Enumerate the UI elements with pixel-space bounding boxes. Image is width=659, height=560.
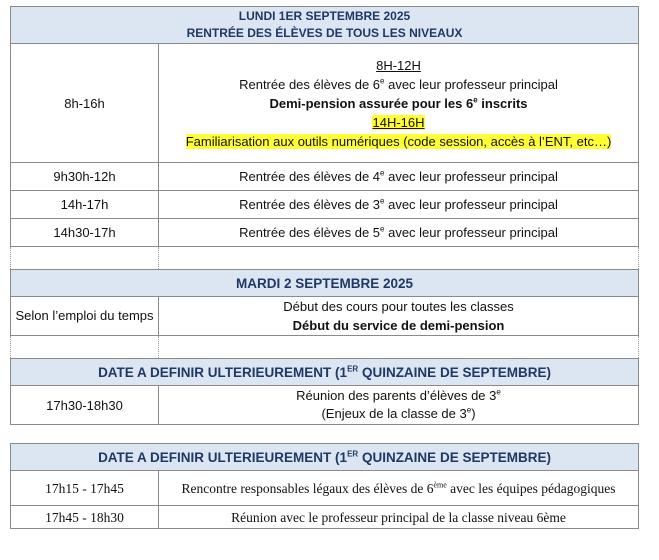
row-text: Rentrée des élèves de 4	[239, 169, 381, 184]
spacer-cell	[11, 336, 159, 359]
header-row	[11, 7, 639, 44]
row-text-end: avec leur professeur principal	[384, 169, 558, 184]
meeting-line	[163, 387, 634, 405]
sub-time-morning: 8H-12H	[376, 57, 421, 73]
detail-cell	[159, 163, 639, 191]
spacer-cell	[159, 247, 639, 270]
spacer-cell	[11, 247, 159, 270]
table-row	[11, 506, 639, 529]
morning-text: Rentrée des élèves de 6	[239, 76, 381, 92]
row-sup: e	[380, 196, 385, 206]
monday-header-title: LUNDI 1ER SEPTEMBRE 2025	[238, 9, 411, 23]
monday-header-subtitle: RENTRÉE DES ÉLÈVES DE TOUS LES NIVEAUX	[186, 26, 463, 40]
time-cell: 14h-17h	[11, 191, 159, 219]
encounter-text: Rencontre responsables légaux des élèves de 6	[181, 480, 434, 496]
sub-time-afternoon: 14H-16H	[372, 114, 425, 130]
time-cell: 14h30-17h	[11, 219, 159, 247]
demi-pension-text: Demi-pension assurée pour les 6	[269, 95, 474, 111]
table-parents-meeting	[10, 358, 639, 425]
tuesday-header: MARDI 2 SEPTEMBRE 2025	[11, 270, 639, 297]
header-text-end: QUINZAINE DE SEPTEMBRE)	[358, 449, 551, 465]
table-tuesday	[10, 269, 639, 358]
detail-cell	[159, 191, 639, 219]
sixth-meeting-header	[11, 444, 639, 471]
monday-header	[11, 7, 639, 44]
demi-pension-text-end: inscrits	[477, 95, 528, 111]
detail-cell	[159, 219, 639, 247]
schedule-document	[10, 6, 638, 529]
stakes-text: (Enjeux de la classe de 3	[321, 406, 467, 421]
time-cell: 17h15 - 17h45	[11, 471, 159, 506]
digital-tools-text: Familiarisation aux outils numériques (code session, accès à l’ENT, etc…)	[185, 133, 612, 149]
encounter-sup: ème	[433, 480, 447, 489]
time-cell: 8h-16h	[11, 44, 159, 163]
time-cell: Selon l’emploi du temps	[11, 297, 159, 336]
table-row	[11, 191, 639, 219]
row-text-end: avec leur professeur principal	[384, 197, 558, 212]
stakes-text-end: )	[471, 406, 476, 421]
morning-text-end: avec leur professeur principal	[384, 76, 558, 92]
stakes-line	[163, 405, 634, 423]
meeting-text: Réunion des parents d’élèves de 3	[296, 388, 497, 403]
time-cell: 9h30h-12h	[11, 163, 159, 191]
courses-line: Début des cours pour toutes les classes	[283, 299, 514, 314]
meeting-sup: e	[496, 387, 501, 397]
row-text: Rentrée des élèves de 3	[239, 197, 381, 212]
row-text: Rentrée des élèves de 5	[239, 225, 381, 240]
header-text-end: QUINZAINE DE SEPTEMBRE)	[358, 364, 551, 380]
detail-cell	[159, 386, 639, 425]
detail-cell	[159, 297, 639, 336]
header-text: DATE A DEFINIR ULTERIEUREMENT (1	[98, 449, 348, 465]
header-row	[11, 444, 639, 471]
table-row	[11, 163, 639, 191]
row-text-end: avec leur professeur principal	[384, 225, 558, 240]
demi-pension-start-line: Début du service de demi-pension	[292, 318, 505, 333]
header-sup: ER	[347, 364, 359, 373]
morning-sup: e	[380, 76, 385, 86]
spacer-cell	[159, 336, 639, 359]
section-gap	[10, 425, 638, 443]
table-6eme-meeting	[10, 443, 639, 529]
table-row	[11, 297, 639, 336]
spacer-row	[11, 247, 639, 270]
digital-tools-wrap	[163, 132, 634, 151]
demi-pension-line	[163, 94, 634, 113]
detail-cell	[159, 471, 639, 506]
table-row	[11, 44, 639, 163]
header-sup: ER	[347, 449, 359, 458]
table-monday	[10, 6, 639, 269]
row-sup: e	[380, 168, 385, 178]
stakes-sup: e	[466, 405, 472, 415]
header-row	[11, 359, 639, 386]
table-row	[11, 471, 639, 506]
table-row	[11, 219, 639, 247]
afternoon-time-wrap	[163, 113, 634, 132]
demi-pension-sup: e	[473, 95, 478, 105]
detail-cell: Réunion avec le professeur principal de la classe niveau 6ème	[159, 506, 639, 529]
time-cell: 17h45 - 18h30	[11, 506, 159, 529]
spacer-row	[11, 336, 639, 359]
detail-cell	[159, 44, 639, 163]
time-cell: 17h30-18h30	[11, 386, 159, 425]
encounter-text-end: avec les équipes pédagogiques	[446, 480, 616, 496]
header-text: DATE A DEFINIR ULTERIEUREMENT (1	[98, 364, 348, 380]
header-row	[11, 270, 639, 297]
parents-meeting-header	[11, 359, 639, 386]
morning-line	[163, 75, 634, 94]
row-sup: e	[380, 224, 385, 234]
table-row	[11, 386, 639, 425]
